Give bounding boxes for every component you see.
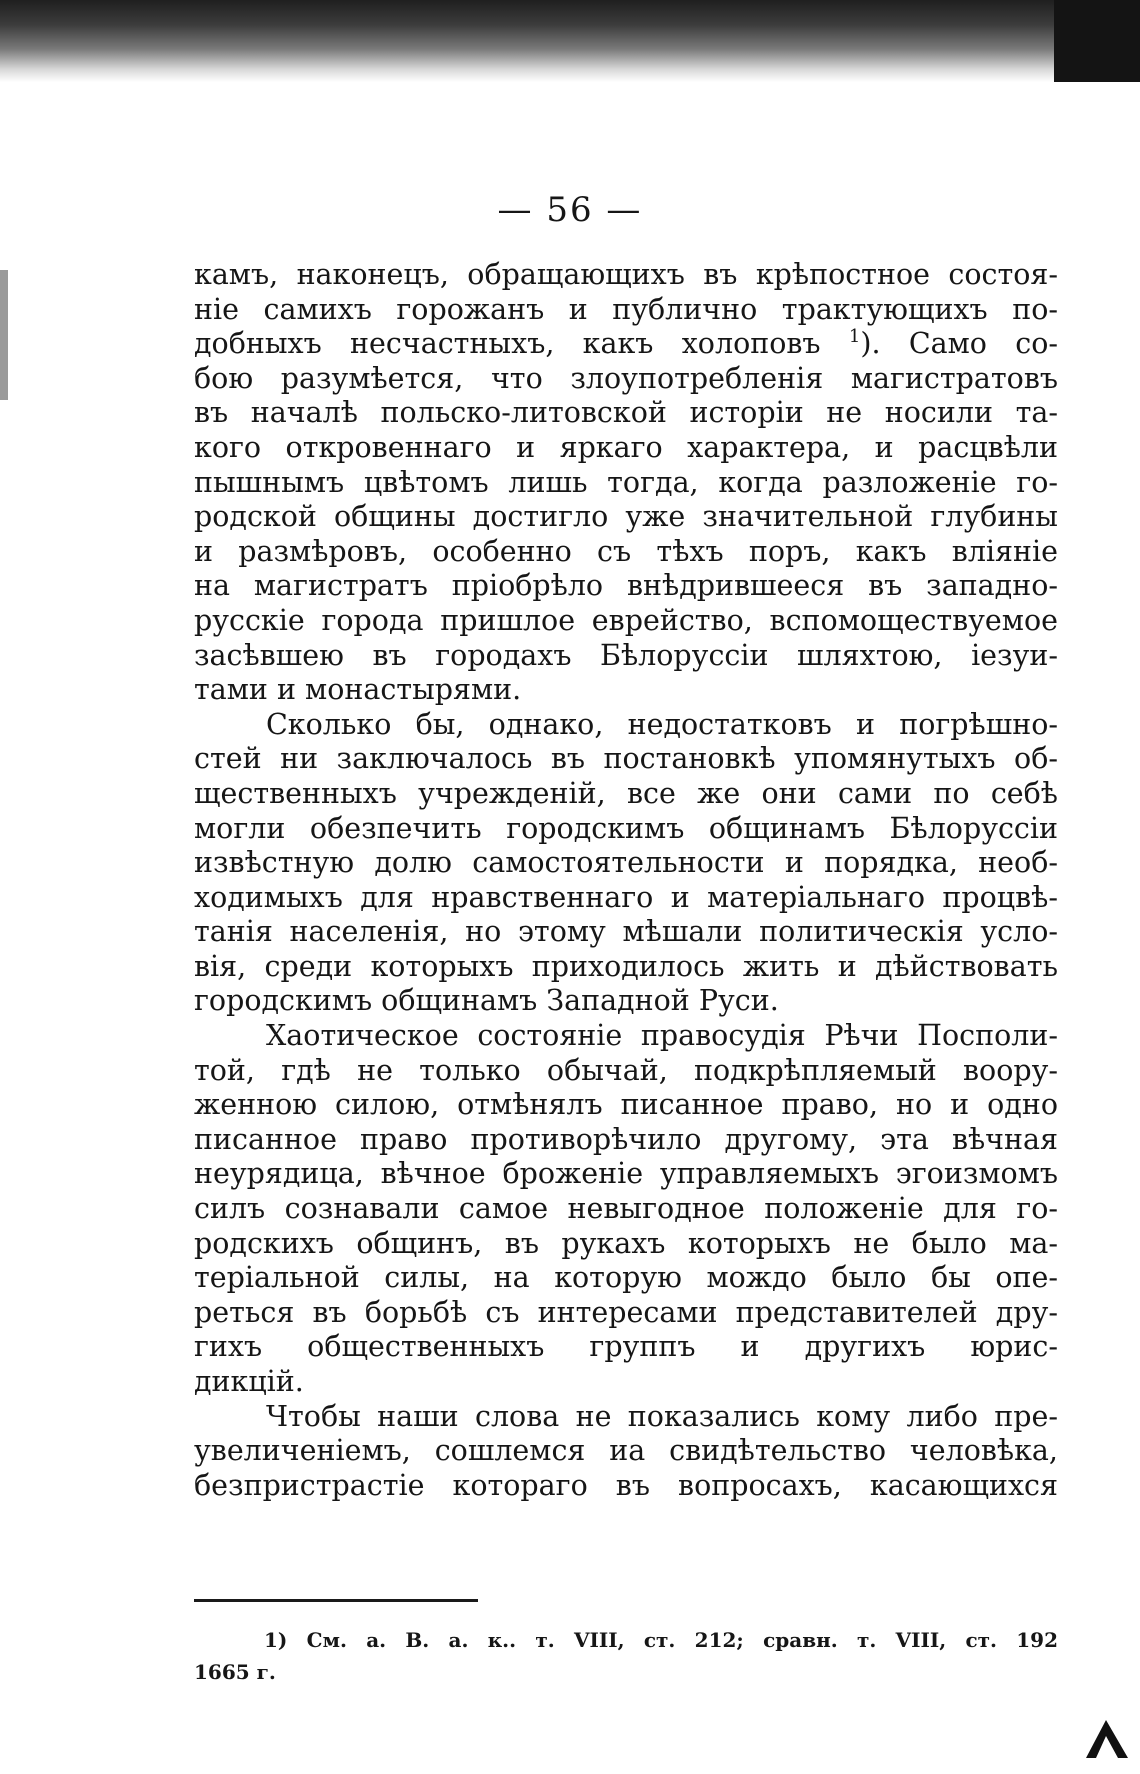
footnote (194, 1624, 1058, 1688)
text-line: увеличеніемъ, сошлемся иа свидѣтельство человѣка, (194, 1434, 1058, 1468)
text-line: въ началѣ польско-литовской исторіи не носили та- (194, 396, 1058, 430)
text-line: неурядица, вѣчное броженіе управляемыхъ эгоизмомъ (194, 1157, 1058, 1191)
text-line: пышнымъ цвѣтомъ лишь тогда, когда разложеніе го- (194, 465, 1058, 499)
text-line: вія, среди которыхъ приходилось жить и дѣйствовать (194, 949, 1058, 983)
text-line: родской общины достигло уже значительной глубины (194, 500, 1058, 534)
text-line: теріальной силы, на которую мождо было бы опе- (194, 1261, 1058, 1295)
text-line: кого откровеннаго и яркаго характера, и расцвѣли (194, 430, 1058, 464)
text-line: безпристрастіе котораго въ вопросахъ, касающихся (194, 1468, 1058, 1502)
page-number: — 56 — (497, 190, 643, 230)
text-line: реться въ борьбѣ съ интересами представителей дру- (194, 1295, 1058, 1329)
text-line: русскіе города пришлое еврейство, вспомоществуемое (194, 603, 1058, 637)
text-line: тами и монастырями. (194, 673, 522, 707)
body-text (194, 258, 1058, 1503)
text-line: городскимъ общинамъ Западной Руси. (194, 984, 779, 1018)
paragraph-first-line: Хаотическое состояніе правосудія Рѣчи Посполи- (266, 1019, 1058, 1053)
text-line: камъ, наконецъ, обращающихъ въ крѣпостное состоя- (194, 258, 1058, 291)
text-line: засѣвшею въ городахъ Бѣлоруссіи шляхтою, іезуи- (194, 638, 1058, 672)
text-line: и размѣровъ, особенно съ тѣхъ поръ, какъ вліяніе (194, 534, 1058, 568)
text-line (194, 327, 1058, 362)
text-line: гихъ общественныхъ группъ и другихъ юрис- (194, 1330, 1058, 1364)
scan-edge-left (0, 270, 8, 400)
text-line: щественныхъ учрежденій, все же они сами по себѣ (194, 776, 1058, 810)
text-line: на магистратъ пріобрѣло внѣдрившееся въ западно- (194, 569, 1058, 603)
scan-shadow-top (0, 0, 1140, 82)
paragraph-first-line: Чтобы наши слова не показались кому либо пре- (266, 1399, 1058, 1433)
text-line: той, гдѣ не только обычай, подкрѣпляемый воору- (194, 1053, 1058, 1087)
text-line: родскихъ общинъ, въ рукахъ которыхъ не было ма- (194, 1226, 1058, 1260)
text-line-part: ). Само со- (860, 327, 1059, 361)
footnote-line: 1665 г. (194, 1660, 276, 1684)
text-line: танія населенія, но этому мѣшали политическія усло- (194, 915, 1058, 949)
scan-shadow-corner (1054, 0, 1140, 82)
text-line-part: добныхъ несчастныхъ, какъ холоповъ (194, 327, 821, 361)
text-line: женною силою, отмѣнялъ писанное право, но и одно (194, 1088, 1058, 1122)
text-line: извѣстную долю самостоятельности и порядка, необ- (194, 846, 1058, 880)
text-line: силъ сознавали самое невыгодное положеніе для го- (194, 1192, 1058, 1226)
footnote-separator (194, 1599, 478, 1602)
scan-corner-mark (1084, 1714, 1130, 1760)
footnote-line: 1) См. а. В. а. к.. т. VIII, ст. 212; сравн. т. VIII, ст. 192 (264, 1628, 1058, 1652)
text-line: стей ни заключалось въ постановкѣ упомянутыхъ об- (194, 742, 1058, 776)
text-line: ходимыхъ для нравственнаго и матеріальнаго процвѣ- (194, 880, 1058, 914)
text-line: писанное право противорѣчило другому, эта вѣчная (194, 1122, 1058, 1156)
text-line: ніе самихъ горожанъ и публично трактующихъ по- (194, 292, 1058, 326)
footnote-reference: 1 (848, 326, 861, 348)
text-line: бою разумѣется, что злоупотребленія магистратовъ (194, 361, 1058, 395)
text-line: могли обезпечить городскимъ общинамъ Бѣлоруссіи (194, 811, 1058, 845)
paragraph-first-line: Сколько бы, однако, недостатковъ и погрѣшно- (266, 707, 1058, 741)
text-line: дикцій. (194, 1365, 304, 1398)
